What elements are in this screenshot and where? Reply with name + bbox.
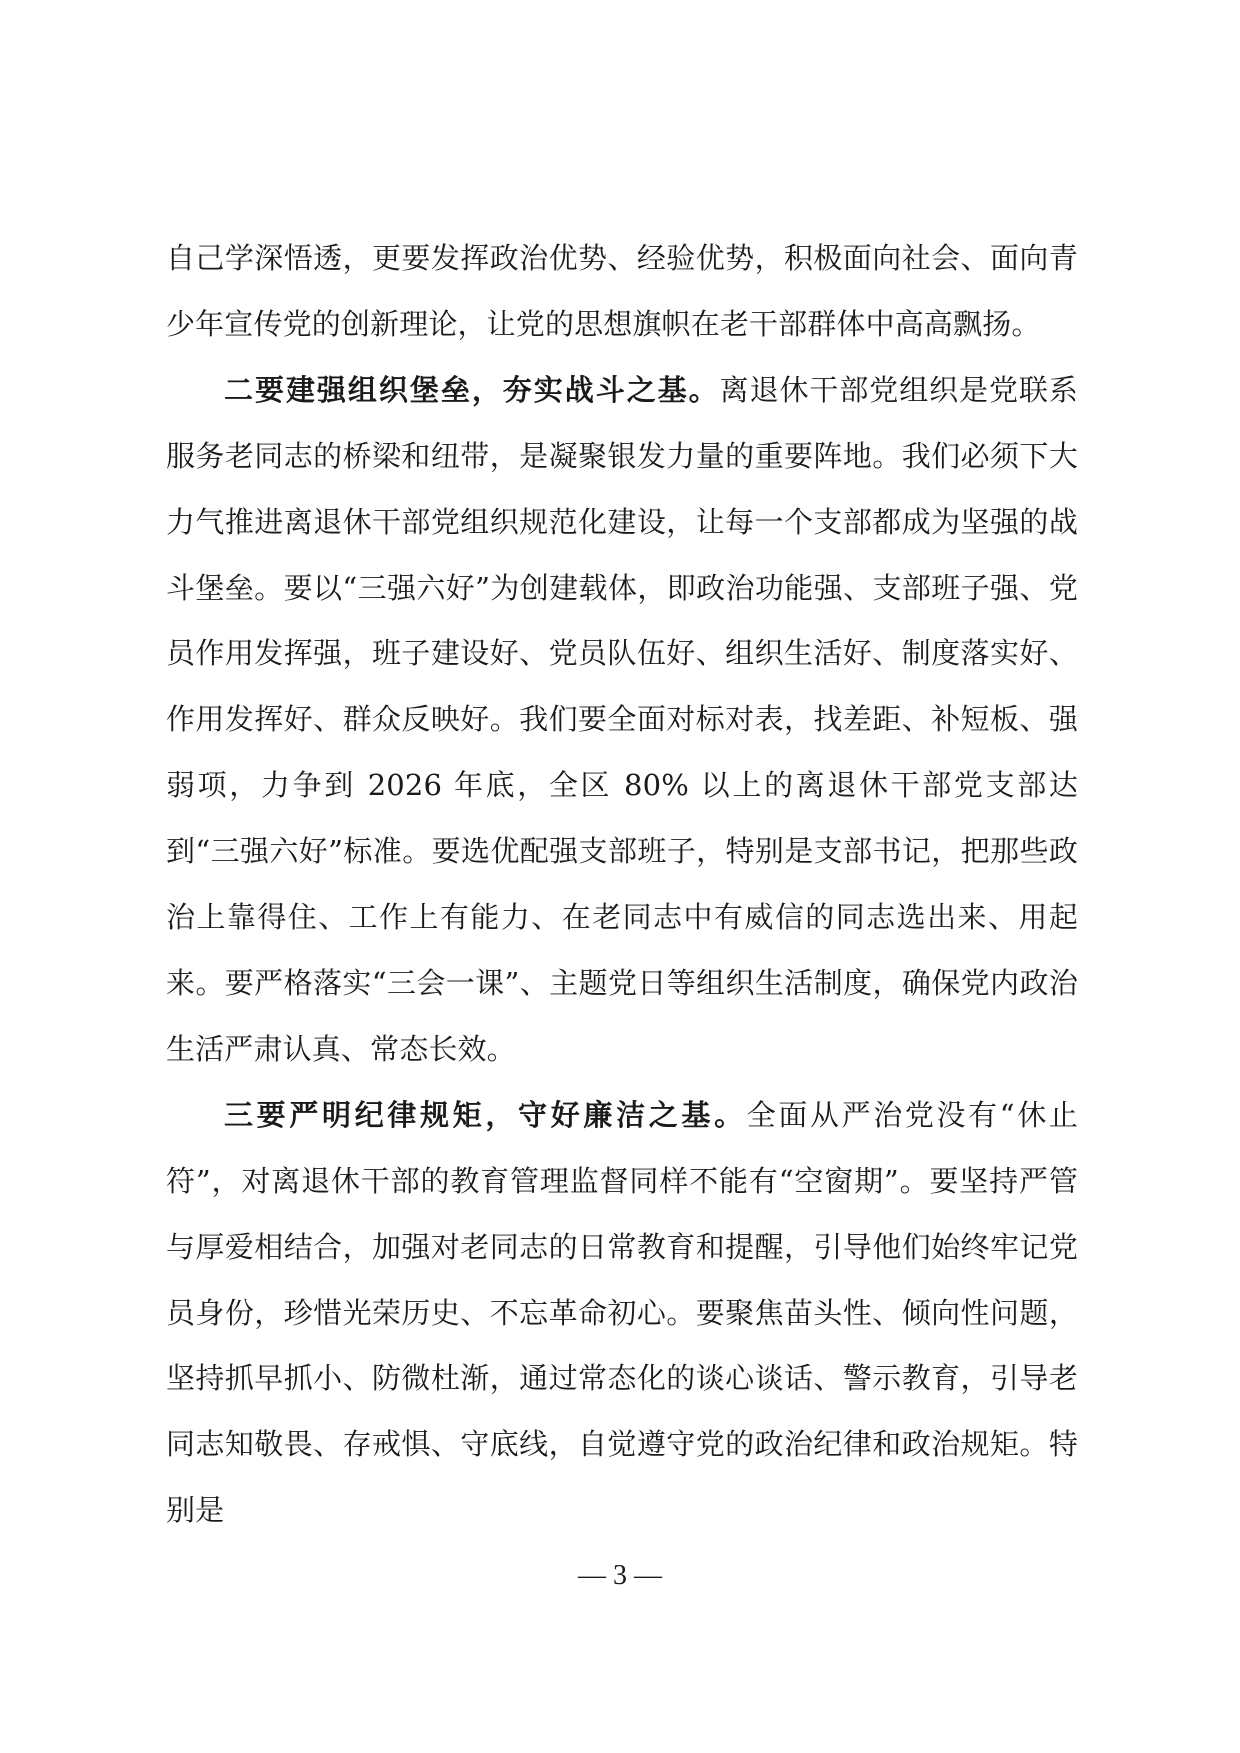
paragraph-1 <box>166 226 1078 358</box>
paragraph-2-heading: 二要建强组织堡垒，夯实战斗之基。 <box>224 372 720 407</box>
paragraph-2-text: 离退休干部党组织是党联系服务老同志的桥梁和纽带，是凝聚银发力量的重要阵地。我们必须下大力气推进离退休干部党组织规范化建设，让每一个支部都成为坚强的战斗堡垒。要以“三强六好”为创建载体，即政治功能强、支部班子强、党员作用发挥强，班子建设好、党员队伍好、组织生活好、制度落实好、作用发挥好、群众反映好。我们要全面对标对表，找差距、补短板、强弱项，力争到 2026 年底，全区 80% 以上的离退休干部党支部达到“三强六好”标准。要选优配强支部班子，特别是支部书记，把那些政治上靠得住、工作上有能力、在老同志中有威信的同志选出来、用起来。要严格落实“三会一课”、主题党日等组织生活制度，确保党内政治生活严肃认真、常态长效。 <box>166 372 1078 1066</box>
page-number: — 3 — <box>578 1560 662 1591</box>
paragraph-1-text: 自己学深悟透，更要发挥政治优势、经验优势，积极面向社会、面向青少年宣传党的创新理论，让党的思想旗帜在老干部群体中高高飘扬。 <box>166 241 1078 341</box>
paragraph-2 <box>166 358 1078 1083</box>
document-body <box>166 226 1078 1544</box>
paragraph-3-text: 全面从严治党没有“休止符”，对离退休干部的教育管理监督同样不能有“空窗期”。要坚持严管与厚爱相结合，加强对老同志的日常教育和提醒，引导他们始终牢记党员身份，珍惜光荣历史、不忘革命初心。要聚焦苗头性、倾向性问题，坚持抓早抓小、防微杜渐，通过常态化的谈心谈话、警示教育，引导老同志知敬畏、存戒惧、守底线，自觉遵守党的政治纪律和政治规矩。特别是 <box>166 1097 1078 1528</box>
paragraph-3-heading: 三要严明纪律规矩，守好廉洁之基。 <box>224 1097 747 1132</box>
paragraph-3 <box>166 1083 1078 1544</box>
